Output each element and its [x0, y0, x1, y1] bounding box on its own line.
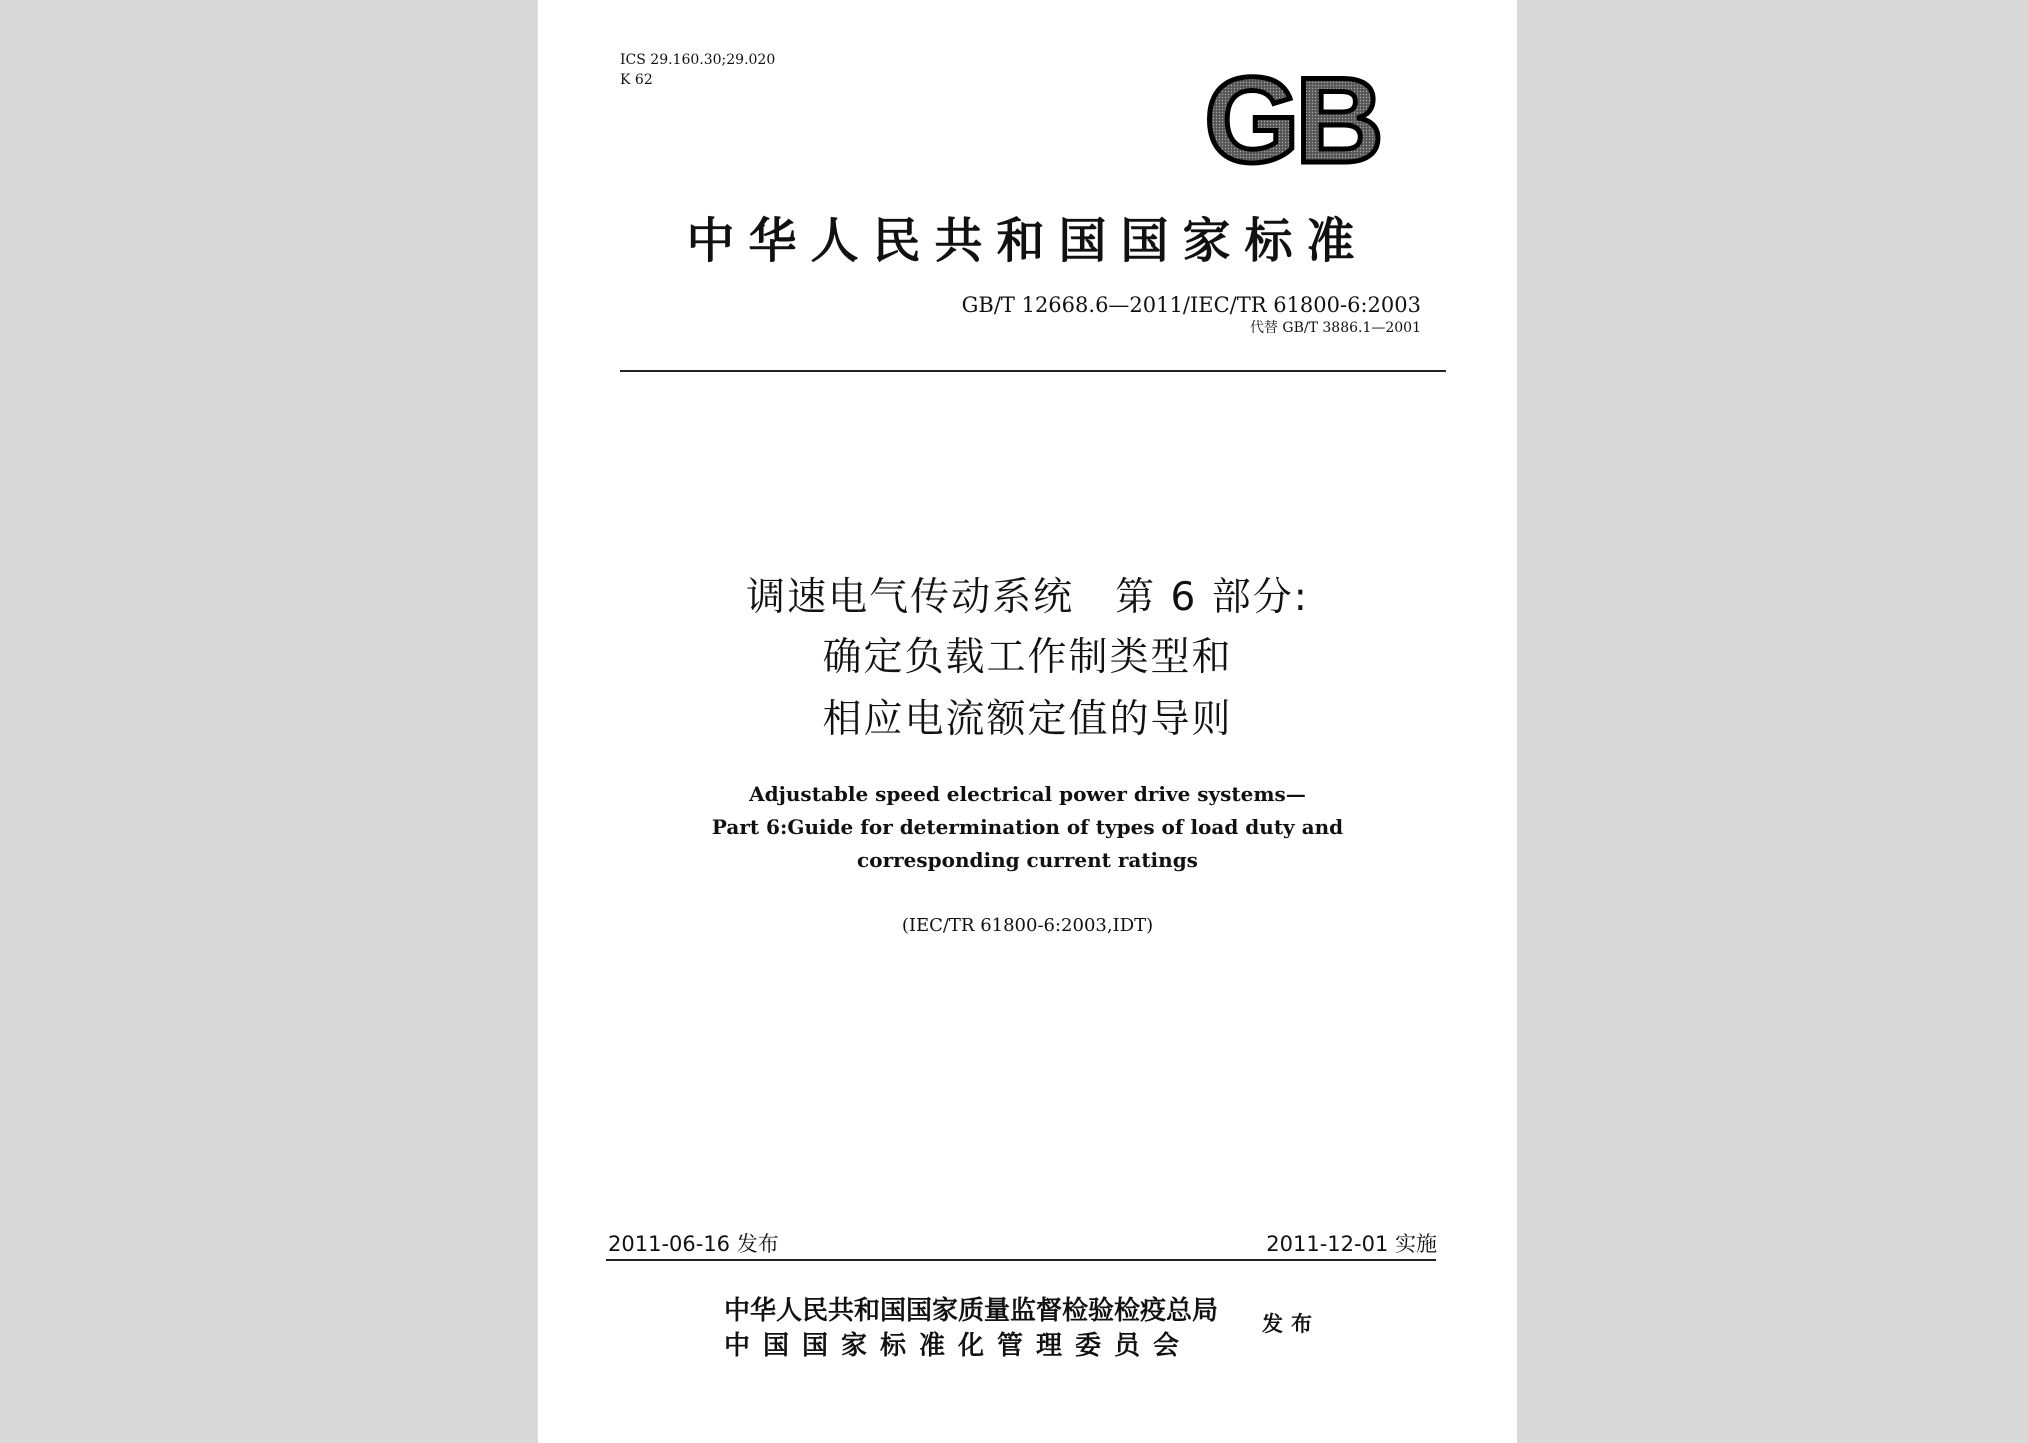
- chinese-title-line-1: 调速电气传动系统 第 6 部分:: [746, 575, 1309, 620]
- category-code: K 62: [620, 72, 653, 88]
- gb-logo-text: GB: [1204, 66, 1380, 172]
- english-title-line-2: Part 6:Guide for determination of types of load duty and: [711, 815, 1344, 839]
- implementation-date: 2011-12-01 实施: [1266, 1232, 1437, 1256]
- header-divider: [620, 370, 1446, 372]
- issue-date: 2011-06-16 发布: [608, 1232, 779, 1256]
- issuer-line-1: 中华人民共和国国家质量监督检验检疫总局: [724, 1296, 1219, 1326]
- chinese-title-line-3: 相应电流额定值的导则: [822, 697, 1233, 742]
- gb-logo-letters: [1205, 66, 1380, 172]
- equivalence-note: (IEC/TR 61800-6:2003,IDT): [901, 915, 1154, 936]
- chinese-title-line-2: 确定负载工作制类型和: [822, 635, 1233, 680]
- english-title-line-1: Adjustable speed electrical power drive systems—: [749, 782, 1306, 806]
- standard-number: GB/T 12668.6—2011/IEC/TR 61800-6:2003: [961, 293, 1421, 317]
- issuer-line-2: 中国国家标准化管理委员会: [724, 1331, 1193, 1361]
- publish-label: 发布: [1262, 1311, 1320, 1336]
- ics-code: ICS 29.160.30;29.020: [620, 52, 776, 68]
- document-page: [538, 0, 1517, 1443]
- replaces-standard: 代替 GB/T 3886.1—2001: [1249, 320, 1421, 336]
- footer-divider: [606, 1259, 1436, 1261]
- english-title-line-3: corresponding current ratings: [857, 848, 1198, 872]
- national-title: 中华人民共和国国家标准: [686, 213, 1369, 269]
- gb-logo: [1188, 66, 1396, 172]
